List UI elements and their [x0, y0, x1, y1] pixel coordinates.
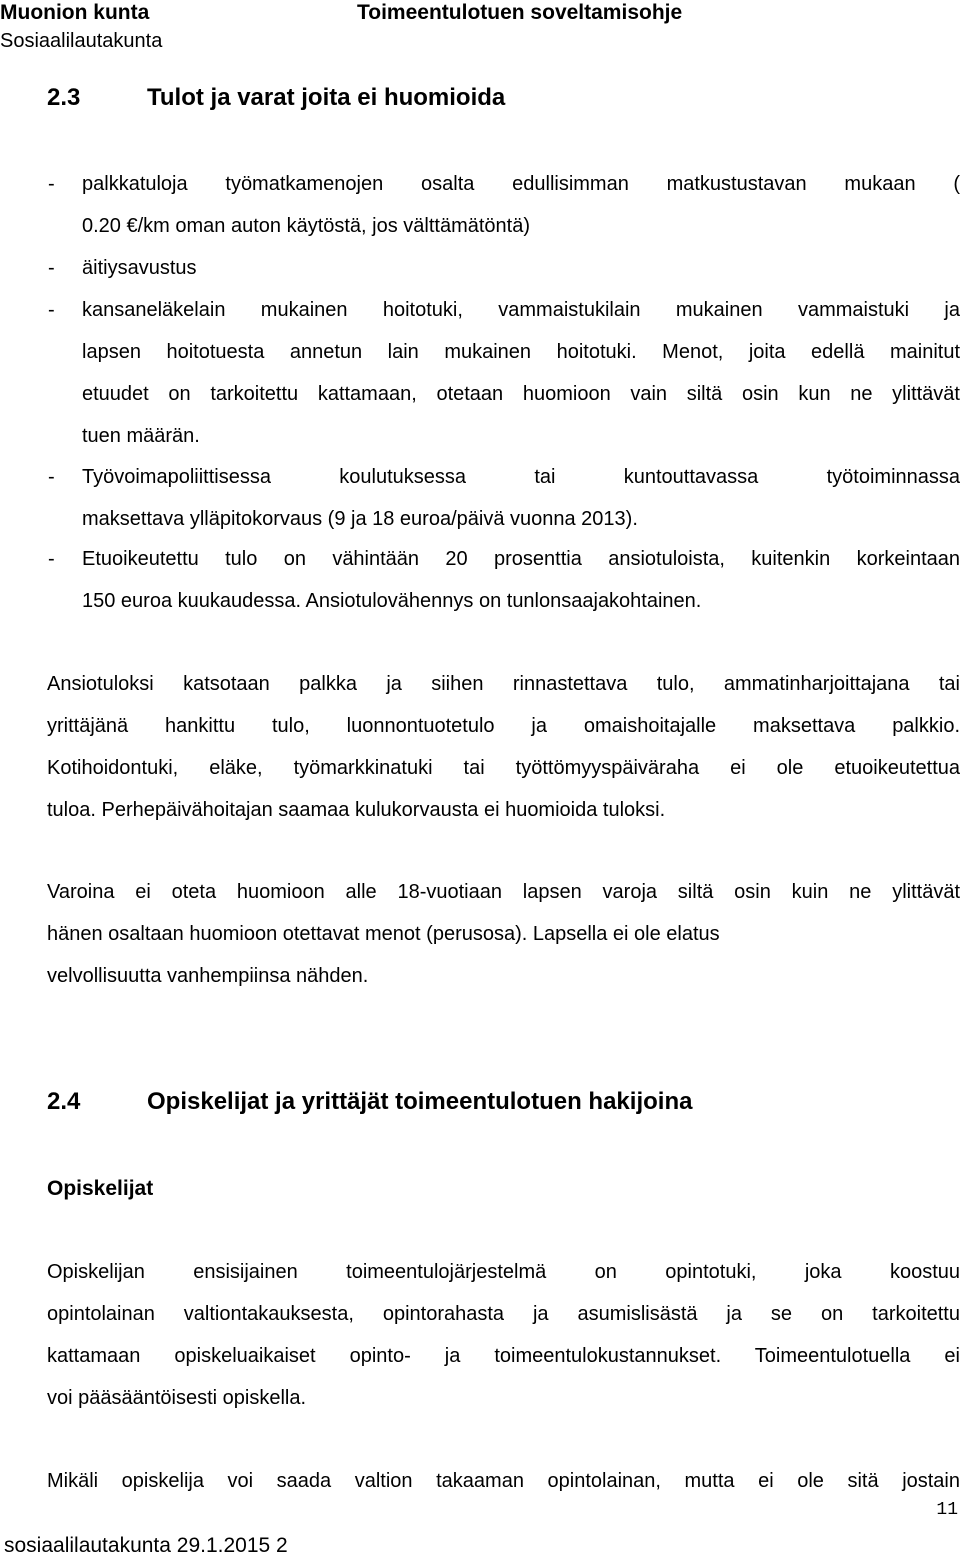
header-department: Sosiaalilautakunta: [0, 30, 163, 52]
list-item-4-line-1: Työvoimapoliittisessa koulutuksessa tai kuntouttavassa työtoiminnassa: [82, 466, 960, 488]
paragraph-ansiotulo-line-2: yrittäjänä hankittu tulo, luonnontuotetulo ja omaishoitajalle maksettava palkkio.: [47, 715, 960, 737]
list-item-4-line-2: maksettava ylläpitokorvaus (9 ja 18 euroa/päivä vuonna 2013).: [82, 508, 638, 530]
list-item-5-line-2: 150 euroa kuukaudessa. Ansiotulovähennys on tunlonsaajakohtainen.: [82, 590, 702, 612]
list-item-1-dash: -: [48, 173, 55, 195]
section-2-3-number: 2.3: [47, 84, 81, 111]
footer-text: sosiaalilautakunta 29.1.2015 2: [4, 1534, 288, 1557]
list-item-3-dash: -: [48, 299, 55, 321]
list-item-5-line-1: Etuoikeutettu tulo on vähintään 20 prosenttia ansiotuloista, kuitenkin korkeintaan: [82, 548, 960, 570]
page-number: 11: [936, 1500, 958, 1520]
paragraph-opiskelijat-line-4: voi pääsääntöisesti opiskella.: [47, 1387, 307, 1409]
section-2-4-title: Opiskelijat ja yrittäjät toimeentulotuen hakijoina: [147, 1088, 693, 1115]
paragraph-opiskelijat-line-2: opintolainan valtiontakauksesta, opintorahasta ja asumislisästä ja se on tarkoitettu: [47, 1303, 960, 1325]
section-2-3-title: Tulot ja varat joita ei huomioida: [147, 84, 506, 111]
paragraph-ansiotulo-line-4: tuloa. Perhepäivähoitajan saamaa kulukorvausta ei huomioida tuloksi.: [47, 799, 666, 821]
list-item-3-line-2: lapsen hoitotuesta annetun lain mukainen hoitotuki. Menot, joita edellä mainitut: [82, 341, 960, 363]
paragraph-varat-line-1: Varoina ei oteta huomioon alle 18-vuotiaan lapsen varoja siltä osin kuin ne ylittävät: [47, 881, 960, 903]
header-organization: Muonion kunta: [0, 1, 150, 24]
list-item-2: [82, 247, 960, 289]
list-item-3-line-4: tuen määrän.: [82, 425, 200, 447]
paragraph-opintolaina-line-1: Mikäli opiskelija voi saada valtion takaaman opintolainan, mutta ei ole sitä jostain: [47, 1470, 960, 1492]
list-item-2-line-1: äitiysavustus: [82, 257, 197, 279]
list-item-1: [82, 163, 960, 247]
list-item-1-line-1: palkkatuloja työmatkamenojen osalta edullisimman matkustustavan mukaan (: [82, 173, 960, 195]
paragraph-varat-line-3: velvollisuutta vanhempiinsa nähden.: [47, 965, 369, 987]
list-item-3-line-3: etuudet on tarkoitettu kattamaan, otetaan huomioon vain siltä osin kun ne ylittävät: [82, 383, 960, 405]
paragraph-opiskelijat: [47, 1251, 960, 1419]
paragraph-opiskelijat-line-1: Opiskelijan ensisijainen toimeentulojärjestelmä on opintotuki, joka koostuu: [47, 1261, 960, 1283]
list-item-4-dash: -: [48, 466, 55, 488]
section-2-4-number: 2.4: [47, 1088, 81, 1115]
subheading-opiskelijat: Opiskelijat: [47, 1177, 154, 1200]
paragraph-opiskelijat-line-3: kattamaan opiskeluaikaiset opinto- ja toimeentulokustannukset. Toimeentulotuella ei: [47, 1345, 960, 1367]
list-item-4: [82, 456, 960, 540]
list-item-5: [82, 538, 960, 622]
paragraph-opintolaina: [47, 1460, 960, 1502]
list-item-3: [82, 289, 960, 457]
header-document-title: Toimeentulotuen soveltamisohje: [357, 1, 683, 24]
paragraph-varat: [47, 871, 960, 997]
paragraph-ansiotulo-line-1: Ansiotuloksi katsotaan palkka ja siihen rinnastettava tulo, ammatinharjoittajana tai: [47, 673, 960, 695]
list-item-2-dash: -: [48, 257, 55, 279]
list-item-3-line-1: kansaneläkelain mukainen hoitotuki, vammaistukilain mukainen vammaistuki ja: [82, 299, 960, 321]
list-item-1-line-2: 0.20 €/km oman auton käytöstä, jos välttämätöntä): [82, 215, 531, 237]
paragraph-ansiotulo: [47, 663, 960, 831]
paragraph-ansiotulo-line-3: Kotihoidontuki, eläke, työmarkkinatuki tai työttömyyspäiväraha ei ole etuoikeutettua: [47, 757, 960, 779]
paragraph-varat-line-2: hänen osaltaan huomioon otettavat menot (perusosa). Lapsella ei ole elatus: [47, 923, 720, 945]
list-item-5-dash: -: [48, 548, 55, 570]
